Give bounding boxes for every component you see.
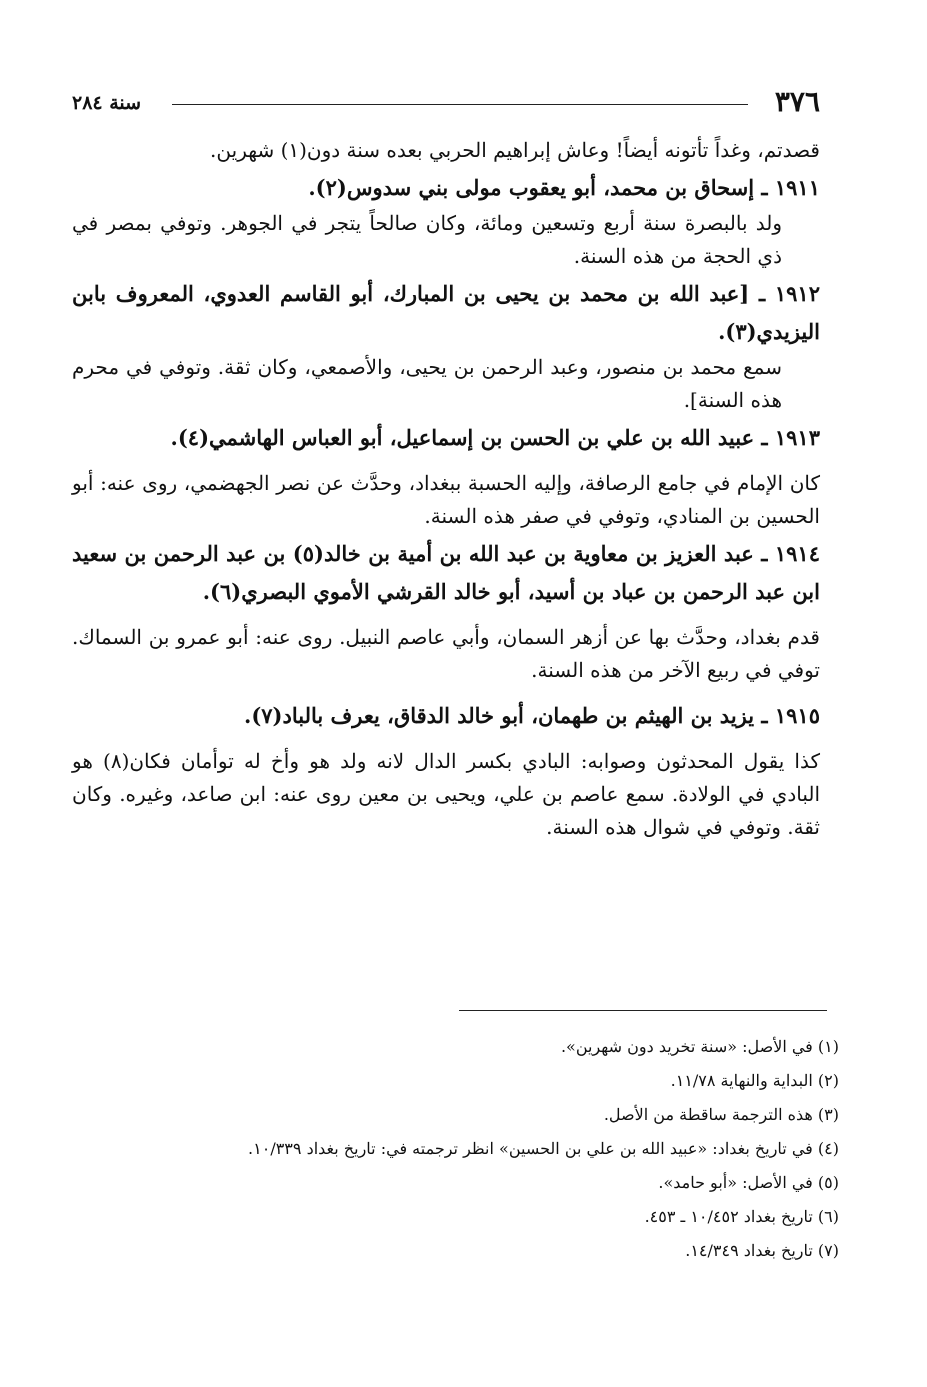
page-header bbox=[72, 84, 820, 120]
paragraph: قصدتم، وغداً تأتونه أيضاً! وعاش إبراهيم الحربي بعده سنة دون(١) شهرين. bbox=[210, 138, 820, 162]
biography-entry-heading: ١٩١٣ ـ عبيد الله بن علي بن الحسن بن إسماعيل، أبو العباس الهاشمي(٤). bbox=[170, 425, 820, 450]
biography-entry-heading: ١٩١٢ ـ [عبد الله بن محمد بن يحيى بن المبارك، أبو القاسم العدوي، المعروف بابن اليزيدي(٣). bbox=[72, 281, 820, 344]
footnote: (٤) في تاريخ بغداد: «عبيد الله بن علي بن الحسين» انظر ترجمته في: تاريخ بغداد ١٠/٣٣٩. bbox=[248, 1139, 839, 1158]
running-title: سنة ٢٨٤ bbox=[72, 92, 142, 114]
biography-entry-heading: ١٩١٤ ـ عبد العزيز بن معاوية بن عبد الله بن أمية بن خالد(٥) بن عبد الرحمن بن سعيد ابن عبد الرحمن بن عباد بن أسيد، أبو خالد القرشي الأموي البصري(٦). bbox=[72, 541, 820, 604]
footnote-rule bbox=[459, 1010, 827, 1011]
paragraph: ولد بالبصرة سنة أربع وتسعين ومائة، وكان صالحاً يتجر في الجوهر. وتوفي بمصر في ذي الحجة من هذه السنة. bbox=[72, 211, 782, 268]
footnotes bbox=[99, 1030, 839, 1268]
paragraph: قدم بغداد، وحدَّث بها عن أزهر السمان، وأبي عاصم النبيل. روى عنه: أبو عمرو بن السماك. توفي في ربيع الآخر من هذه السنة. bbox=[72, 625, 820, 682]
footnote: (١) في الأصل: «سنة تخريد دون شهرين». bbox=[560, 1037, 839, 1056]
page-number: ٣٧٦ bbox=[774, 85, 820, 118]
main-text bbox=[72, 134, 820, 844]
biography-entry-heading: ١٩١٥ ـ يزيد بن الهيثم بن طهمان، أبو خالد الدقاق، يعرف بالباد(٧). bbox=[244, 703, 820, 728]
footnote: (٣) هذه الترجمة ساقطة من الأصل. bbox=[603, 1105, 839, 1124]
paragraph: كان الإمام في جامع الرصافة، وإليه الحسبة ببغداد، وحدَّث عن نصر الجهضمي، روى عنه: أبو الحسين بن المنادي، وتوفي في صفر هذه السنة. bbox=[72, 471, 820, 528]
header-rule bbox=[172, 104, 748, 105]
paragraph: سمع محمد بن منصور، وعبد الرحمن بن يحيى، والأصمعي، وكان ثقة. وتوفي في محرم هذه السنة]. bbox=[72, 355, 783, 412]
footnote: (٥) في الأصل: «أبو حامد». bbox=[658, 1173, 839, 1192]
footnote: (٢) البداية والنهاية ١١/٧٨. bbox=[670, 1071, 839, 1090]
biography-entry-heading: ١٩١١ ـ إسحاق بن محمد، أبو يعقوب مولى بني سدوس(٢). bbox=[308, 175, 820, 200]
footnote: (٦) تاريخ بغداد ١٠/٤٥٢ ـ ٤٥٣. bbox=[644, 1207, 839, 1226]
paragraph: كذا يقول المحدثون وصوابه: البادي بكسر الدال لانه ولد هو وأخ له توأمان فكان(٨) هو البادي في الولادة. سمع عاصم بن علي، ويحيى بن معين روى عنه: ابن صاعد، وغيره. وكان ثقة. وتوفي في شوال هذه السنة. bbox=[72, 749, 820, 839]
footnote: (٧) تاريخ بغداد ١٤/٣٤٩. bbox=[685, 1241, 839, 1260]
